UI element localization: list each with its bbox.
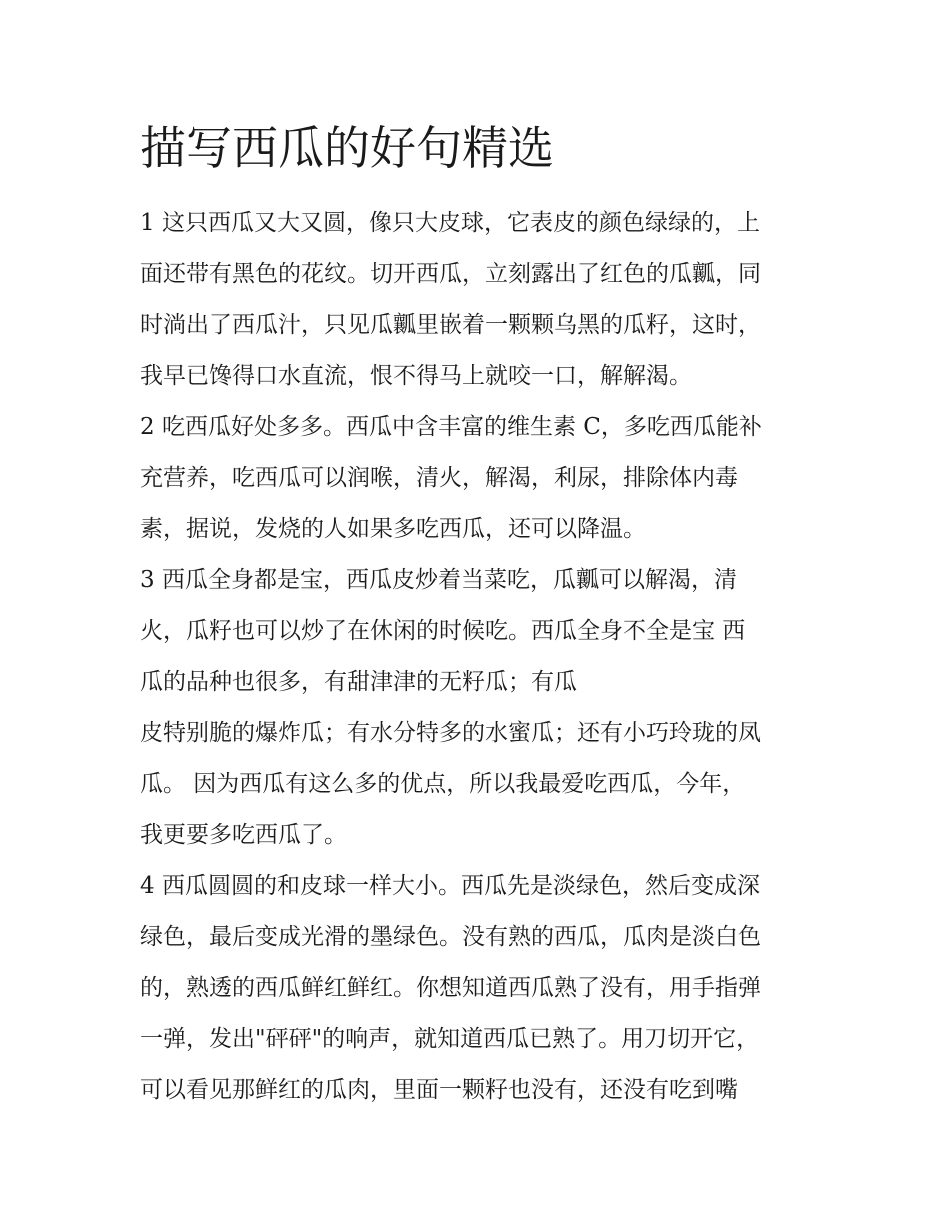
text-line: 充营养，吃西瓜可以润喉，清火，解渴，利尿，排除体内毒 — [140, 465, 738, 491]
text-line: 4 西瓜圆圆的和皮球一样大小。西瓜先是淡绿色，然后变成深 — [140, 873, 760, 899]
text-line: 1 这只西瓜又大又圆，像只大皮球，它表皮的颜色绿绿的，上 — [140, 210, 760, 236]
text-line: 我早已馋得口水直流，恨不得马上就咬一口，解解渴。 — [140, 363, 692, 389]
text-line: 绿色，最后变成光滑的墨绿色。没有熟的西瓜，瓜肉是淡白色 — [140, 924, 761, 950]
text-line: 2 吃西瓜好处多多。西瓜中含丰富的维生素 C，多吃西瓜能补 — [140, 414, 762, 440]
text-line: 瓜。 因为西瓜有这么多的优点，所以我最爱吃西瓜，今年， — [140, 771, 746, 797]
text-line: 皮特别脆的爆炸瓜；有水分特多的水蜜瓜；还有小巧玲珑的凤 — [140, 720, 761, 746]
text-line: 时淌出了西瓜汁，只见瓜瓤里嵌着一颗颗乌黑的瓜籽，这时， — [140, 312, 761, 338]
document-body — [140, 198, 820, 1116]
text-line: 3 西瓜全身都是宝，西瓜皮炒着当菜吃，瓜瓤可以解渴，清 — [140, 567, 737, 593]
text-line: 可以看见那鲜红的瓜肉，里面一颗籽也没有，还没有吃到嘴 — [140, 1077, 738, 1103]
text-line: 素，据说，发烧的人如果多吃西瓜，还可以降温。 — [140, 516, 646, 542]
text-line: 火，瓜籽也可以炒了在休闲的时候吃。西瓜全身不全是宝 西 — [140, 618, 746, 644]
text-line: 我更要多吃西瓜了。 — [140, 822, 347, 848]
text-line: 面还带有黑色的花纹。切开西瓜，立刻露出了红色的瓜瓤，同 — [140, 261, 761, 287]
text-line: 一弹，发出"砰砰"的响声，就知道西瓜已熟了。用刀切开它， — [140, 1026, 760, 1052]
text-line: 的，熟透的西瓜鲜红鲜红。你想知道西瓜熟了没有，用手指弹 — [140, 975, 761, 1001]
text-line: 瓜的品种也很多，有甜津津的无籽瓜；有瓜 — [140, 669, 577, 695]
document-title: 描写西瓜的好句精选 — [140, 121, 554, 175]
